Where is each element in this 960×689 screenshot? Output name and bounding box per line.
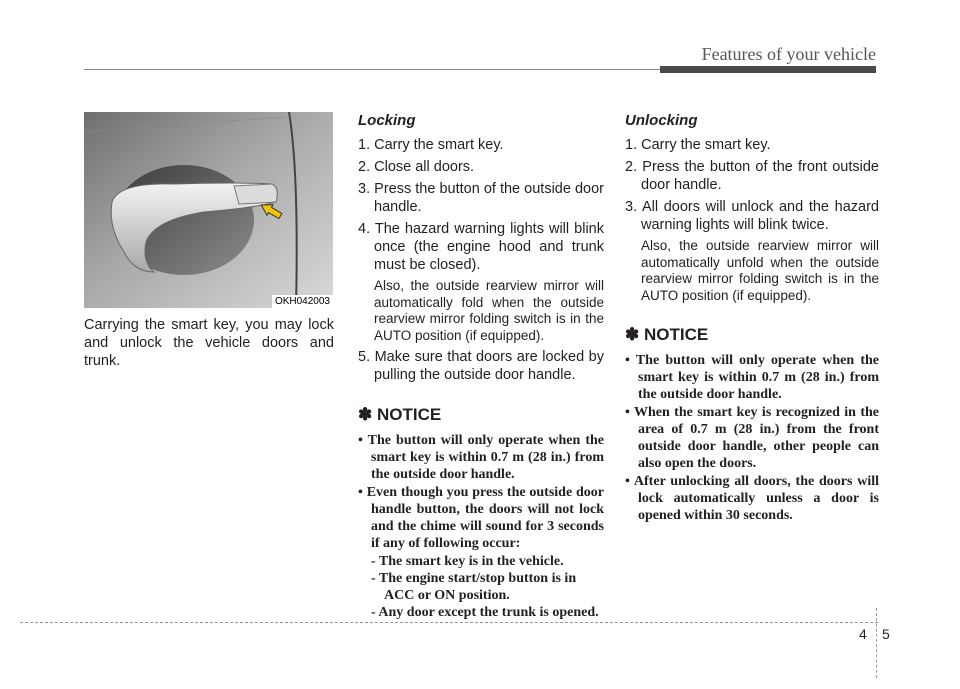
locking-step: 5. Make sure that doors are locked by pulling the outside door handle.	[358, 349, 604, 383]
notice-sub-item: - The smart key is in the vehicle.	[371, 554, 564, 569]
header-rule	[84, 69, 660, 70]
notice-title: ✽ NOTICE	[625, 325, 709, 344]
notice-bullet: • After unlocking all doors, the doors will lock automatically unless a door is opened within 30 seconds.	[625, 474, 879, 523]
notice-bullet: • The button will only operate when the smart key is within 0.7 m (28 in.) from the outside door handle.	[625, 353, 879, 402]
footer-rule	[20, 622, 878, 623]
notice-sub-item: - The engine start/stop button is in ACC or ON position.	[371, 571, 577, 603]
unlocking-column	[625, 112, 879, 525]
page-number-separator	[876, 608, 877, 678]
locking-step: 4. The hazard warning lights will blink once (the engine hood and trunk must be closed).	[358, 221, 604, 273]
unlocking-step3-note: Also, the outside rearview mirror will automatically unfold when the outside rearview mirror folding switch is in the AUTO position (if equipped).	[641, 238, 879, 303]
intro-text: Carrying the smart key, you may lock and unlock the vehicle doors and trunk.	[84, 317, 334, 369]
unlocking-step: 3. All doors will unlock and the hazard warning lights will blink twice.	[625, 199, 879, 233]
locking-column	[358, 112, 604, 621]
locking-step: 2. Close all doors.	[358, 159, 475, 175]
notice-bullet: • The button will only operate when the smart key is within 0.7 m (28 in.) from the outside door handle.	[358, 433, 604, 482]
unlocking-title: Unlocking	[625, 112, 698, 129]
notice-bullet: • When the smart key is recognized in the area of 0.7 m (28 in.) from the front outside door handle, other people can also open the doors.	[625, 405, 879, 471]
section-number: 4	[859, 626, 867, 642]
unlocking-step: 2. Press the button of the front outside door handle.	[625, 159, 879, 193]
locking-step4-note: Also, the outside rearview mirror will automatically fold when the outside rearview mirror folding switch is in the AUTO position (if equipped).	[374, 278, 604, 343]
door-handle-figure	[84, 112, 333, 308]
locking-title: Locking	[358, 112, 416, 129]
door-handle-illustration	[84, 112, 333, 308]
notice-bullet: • Even though you press the outside door handle button, the doors will not lock and the chime will sound for 3 seconds if any of following occur:	[358, 485, 604, 551]
page-number: 5	[882, 626, 890, 642]
notice-title: ✽ NOTICE	[358, 405, 442, 424]
unlocking-step: 1. Carry the smart key.	[625, 137, 771, 153]
section-header-title: Features of your vehicle	[701, 44, 876, 64]
figure-caption: OKH042003	[272, 295, 333, 308]
locking-step: 3. Press the button of the outside door handle.	[358, 181, 604, 215]
notice-sub-item: - Any door except the trunk is opened.	[371, 605, 599, 620]
locking-step: 1. Carry the smart key.	[358, 137, 504, 153]
intro-column	[84, 316, 334, 370]
header-bar	[660, 66, 876, 73]
